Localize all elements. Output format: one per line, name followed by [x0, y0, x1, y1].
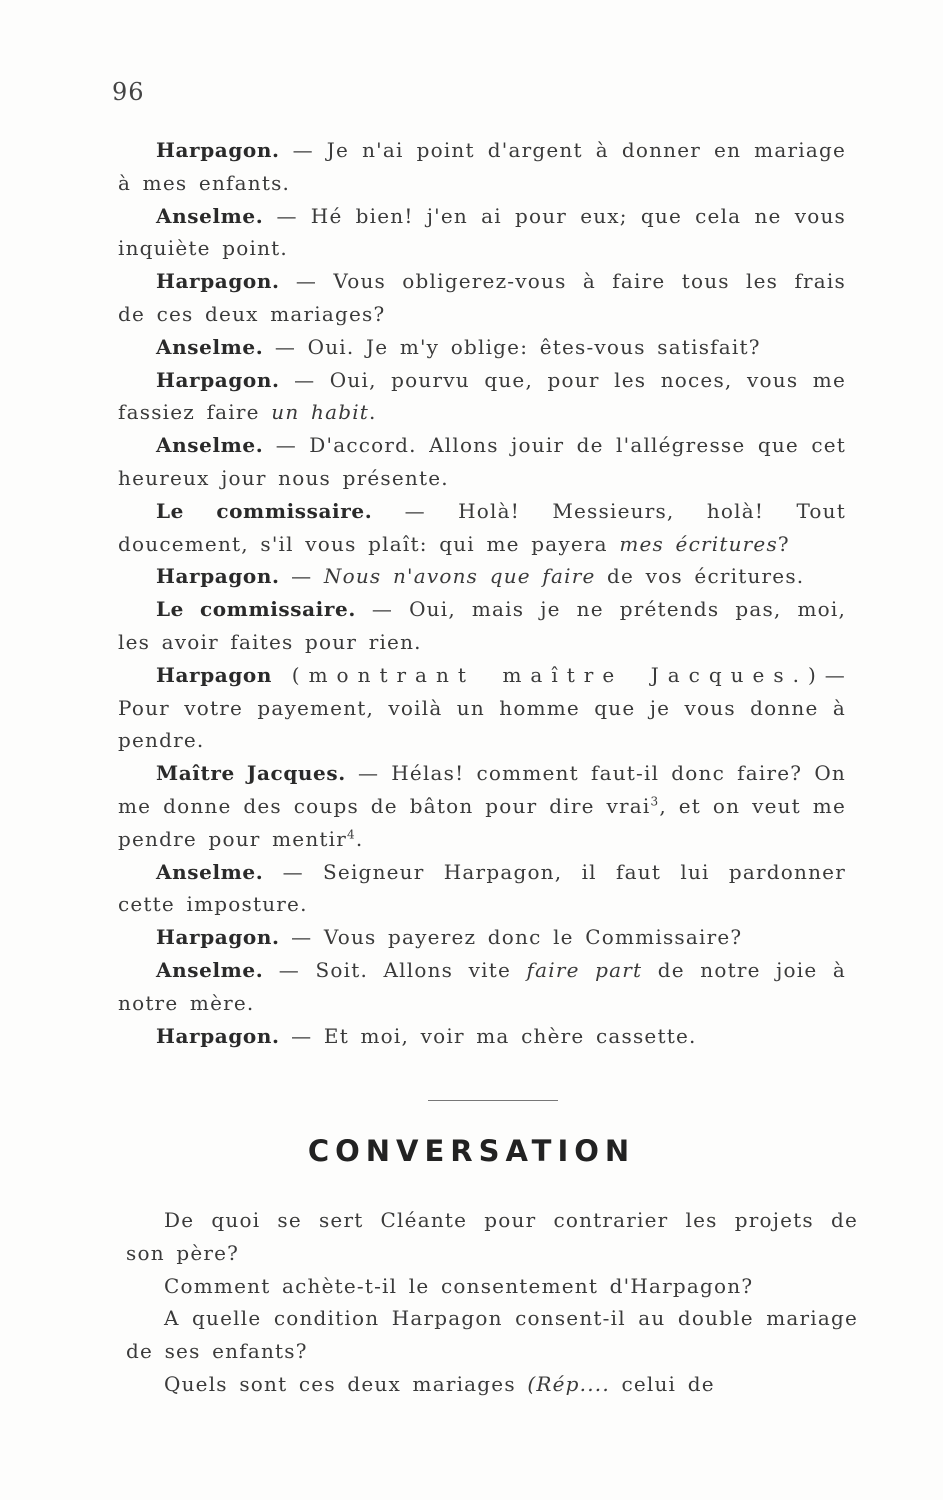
line-text-end: .	[355, 826, 364, 851]
dialogue-line	[118, 495, 846, 561]
line-text: — Hé bien! j'en ai pour eux; que cela ne vous inquiète point.	[118, 203, 847, 261]
question-item: De quoi se sert Cléante pour contrarier les projets de son père?	[126, 1208, 858, 1265]
speaker-name: Harpagon	[156, 662, 273, 687]
speaker-name: Le commissaire.	[156, 597, 356, 622]
speaker-name: Anselme.	[156, 433, 264, 458]
line-text: — Vous payerez donc le Commissaire?	[291, 925, 743, 950]
dialogue-line	[118, 331, 846, 364]
line-text: — Oui, mais je ne prétends pas, moi, les avoir faites pour rien.	[118, 597, 846, 654]
line-text-end: de notre joie à notre mère.	[118, 957, 847, 1015]
line-text: — Seigneur Harpagon, il faut lui pardonner cette imposture.	[118, 859, 846, 917]
line-text: — Pour votre payement, voilà un homme que je vous donne à pendre.	[118, 662, 846, 753]
speaker-name: Le commissaire.	[156, 498, 373, 523]
dialogue-line	[118, 921, 846, 954]
page-number: 96	[112, 78, 145, 106]
section-heading: CONVERSATION	[307, 1134, 636, 1168]
dialogue-line	[118, 134, 846, 200]
question-item: A quelle condition Harpagon consent-il au double mariage de ses enfants?	[126, 1306, 858, 1364]
line-text: — Oui, pourvu que, pour les noces, vous me fassiez faire	[118, 367, 846, 425]
line-text: — Holà! Messieurs, holà! Tout doucement, s'il vous plaît: qui me payera	[118, 498, 846, 556]
line-text: —	[291, 564, 324, 589]
speaker-name: Harpagon.	[156, 564, 280, 589]
speaker-name: Maître Jacques.	[156, 761, 346, 786]
speaker-name: Anselme.	[156, 334, 264, 359]
dialogue-line	[118, 560, 846, 593]
footnote-ref: 4	[347, 827, 356, 842]
line-text: — Soit. Allons vite	[278, 957, 527, 982]
dialogue-line	[118, 429, 846, 495]
question-item: Comment achète-t-il le consentement d'Harpagon?	[164, 1273, 754, 1298]
question-item	[126, 1368, 858, 1401]
speaker-name: Harpagon.	[156, 138, 280, 162]
dialogue-line	[118, 593, 846, 659]
dialogue-block	[118, 134, 846, 1052]
speaker-name: Anselme.	[156, 203, 264, 228]
dialogue-line	[118, 265, 846, 331]
section-divider	[428, 1100, 558, 1101]
speaker-name: Harpagon.	[156, 367, 280, 392]
dialogue-line	[118, 659, 846, 757]
dialogue-line	[118, 1020, 846, 1053]
speaker-name: Anselme.	[156, 859, 264, 884]
dialogue-line	[118, 856, 846, 922]
dialogue-line	[118, 757, 846, 855]
question-text-end: celui de	[609, 1371, 715, 1396]
italic-phrase: faire part	[526, 957, 643, 982]
line-text: — Oui. Je m'y oblige: êtes-vous satisfait?	[274, 334, 761, 359]
stage-direction: (montrant maître Jacques.)	[291, 662, 825, 687]
italic-phrase: un habit	[271, 400, 370, 425]
line-text: — Et moi, voir ma chère cassette.	[291, 1023, 697, 1048]
speaker-name: Harpagon.	[156, 269, 280, 294]
line-text-end: .	[369, 400, 377, 425]
questions-block	[126, 1204, 858, 1401]
line-text-mid: , et on veut me pendre pour mentir	[118, 793, 846, 851]
speaker-name: Harpagon.	[156, 1023, 280, 1048]
dialogue-line	[118, 954, 846, 1020]
footnote-ref: 3	[650, 794, 660, 809]
line-text-end: ?	[777, 531, 790, 556]
speaker-name: Anselme.	[156, 957, 264, 982]
line-text: — D'accord. Allons jouir de l'allégresse que cet heureux jour nous présente.	[118, 433, 847, 490]
italic-phrase: (Rép....	[527, 1371, 610, 1396]
dialogue-line	[118, 200, 846, 266]
line-text: — Je n'ai point d'argent à donner en mariage à mes enfants.	[118, 138, 846, 195]
line-text-end: de vos écritures.	[595, 564, 805, 589]
line-text: — Hélas! comment faut-il donc faire? On me donne des coups de bâton pour dire vrai	[118, 761, 847, 818]
italic-phrase: mes écritures	[619, 531, 778, 556]
italic-phrase: Nous n'avons que faire	[323, 564, 596, 589]
speaker-name: Harpagon.	[156, 925, 280, 950]
question-text: Quels sont ces deux mariages	[164, 1371, 528, 1396]
dialogue-line	[118, 364, 846, 430]
line-text: — Vous obligerez-vous à faire tous les frais de ces deux mariages?	[118, 269, 846, 326]
